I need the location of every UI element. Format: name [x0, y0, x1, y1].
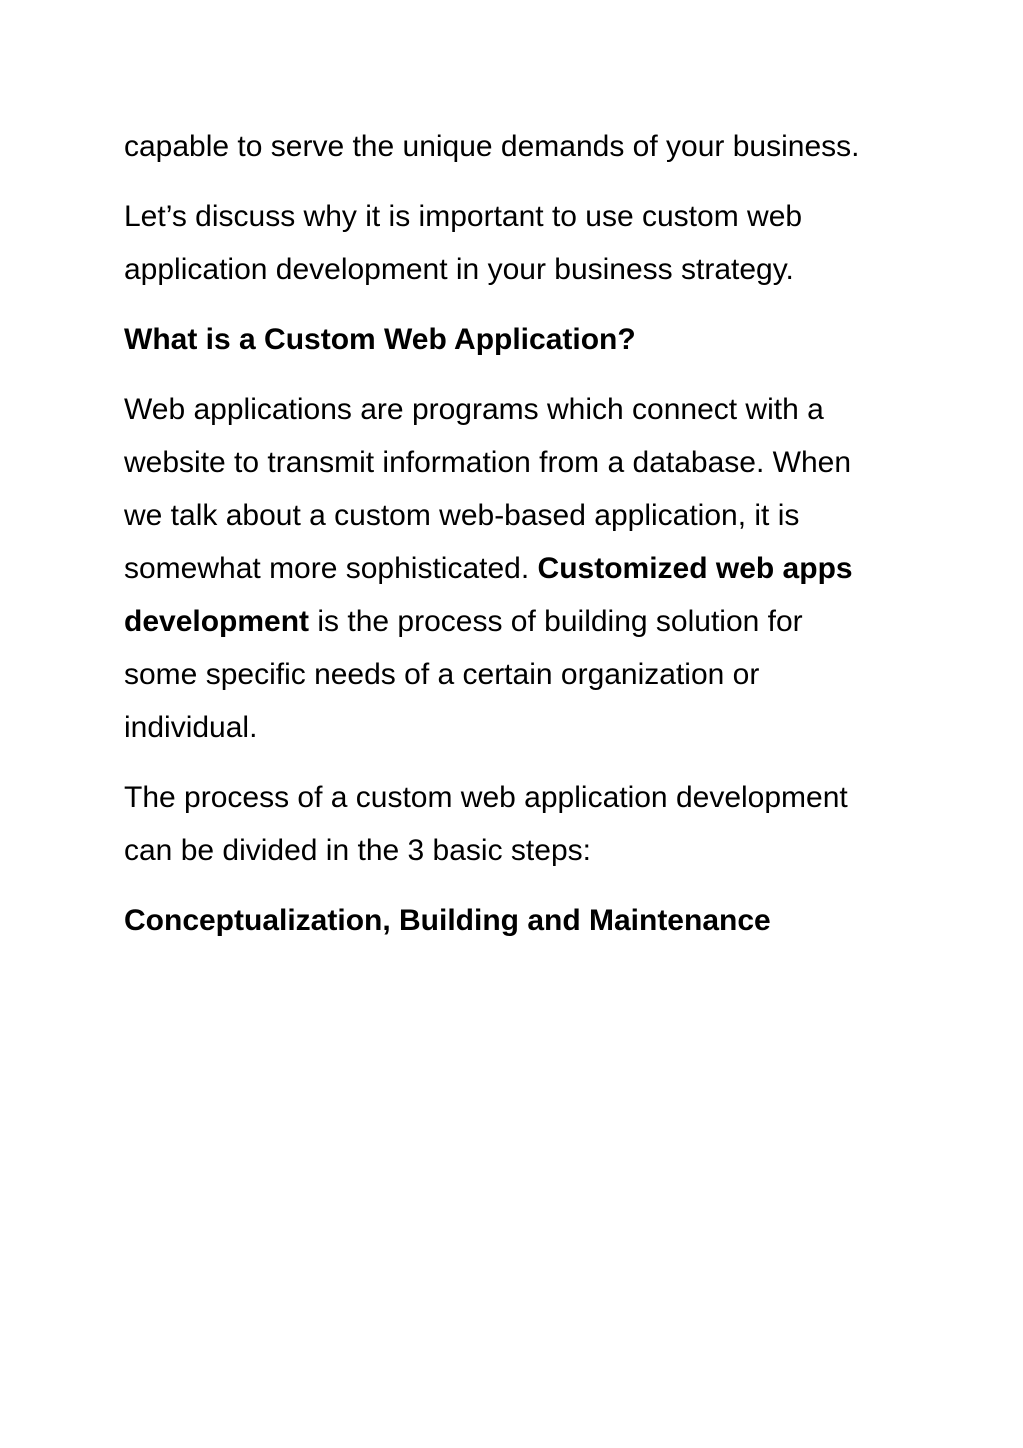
paragraph-intro-continuation: capable to serve the unique demands of your business. — [124, 130, 860, 163]
paragraph-discussion-intro: Let’s discuss why it is important to use custom web application development in your business strategy. — [124, 200, 803, 286]
paragraph-text: Web applications are programs which connect with a website to transmit information from a database. When we talk about a custom web-based application, it is somewhat more sophisticated. — [124, 393, 852, 585]
section-heading-steps: Conceptualization, Building and Maintenance — [124, 904, 771, 937]
paragraph-process-steps: The process of a custom web application development can be divided in the 3 basic steps: — [124, 781, 848, 867]
bold-term-customized-web-apps-development: Customized web apps development — [124, 552, 853, 638]
document-page — [124, 120, 884, 964]
section-heading-custom-web-application: What is a Custom Web Application? — [124, 323, 636, 356]
paragraph-text: is the process of building solution for some specific needs of a certain organization or individual. — [124, 605, 803, 744]
paragraph-web-applications-definition — [124, 383, 884, 754]
